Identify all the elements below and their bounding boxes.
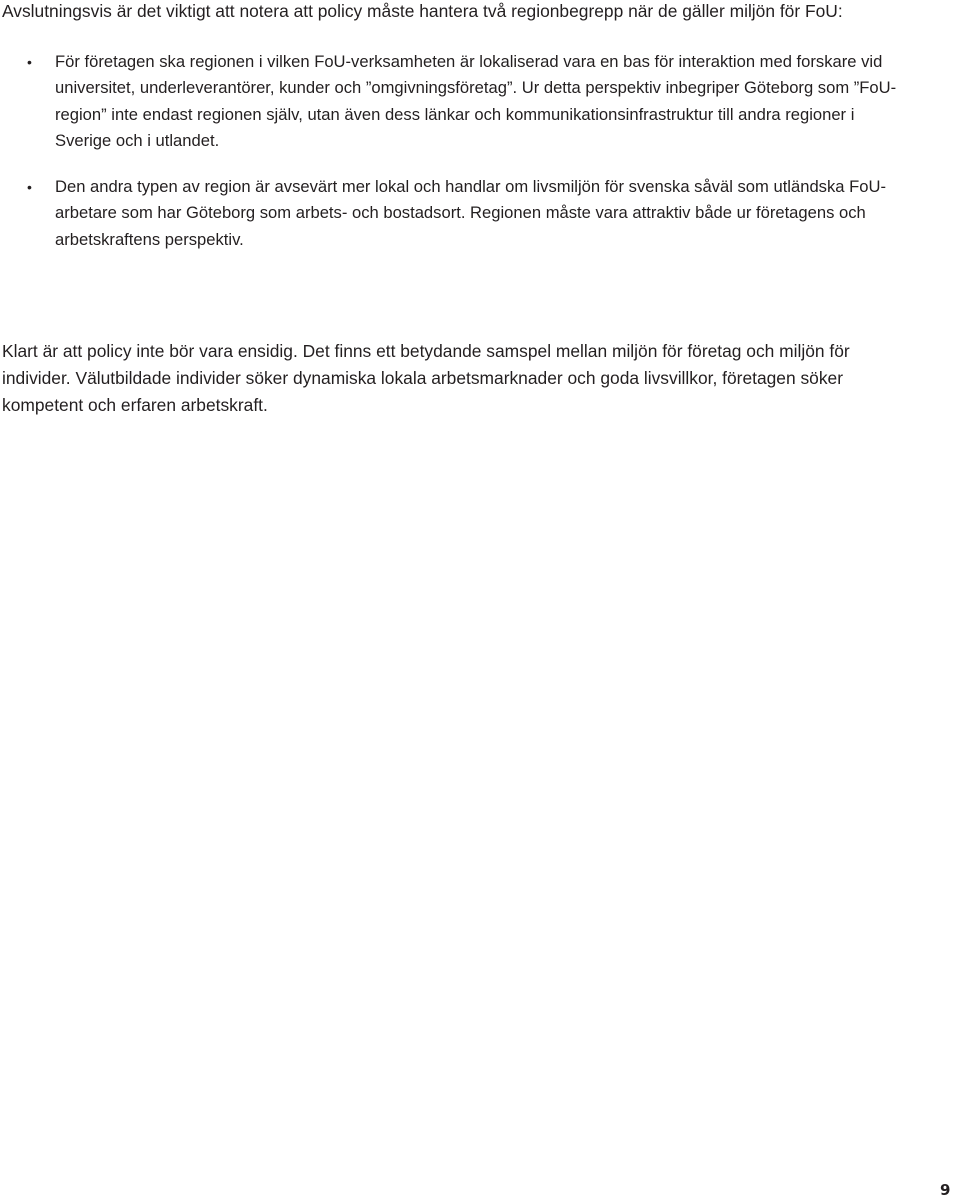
bullet-list: [0, 49, 900, 273]
page-number: 9: [940, 1181, 951, 1199]
closing-paragraph: Klart är att policy inte bör vara ensidig. Det finns ett betydande samspel mellan miljön för företag och miljön för individer. Välutbildade individer söker dynamiska lokala arbetsmarknader och goda livsvillkor, företagen söker kompetent och erfaren arbetskraft.: [2, 341, 850, 416]
list-item: [0, 174, 900, 253]
bullet-icon: •: [27, 54, 32, 70]
intro-paragraph: Avslutningsvis är det viktigt att notera att policy måste hantera två regionbegrepp när de gäller miljön för FoU:: [2, 1, 843, 21]
list-item: [0, 49, 900, 154]
bullet-text: Den andra typen av region är avsevärt mer lokal och handlar om livsmiljön för svenska såväl som utländska FoU-arbetare som har Göteborg som arbets- och bostadsort. Regionen måste vara attraktiv både ur företagens och arbetskraftens perspektiv.: [55, 177, 886, 249]
bullet-icon: •: [27, 179, 32, 196]
bullet-text: För företagen ska regionen i vilken FoU-verksamheten är lokaliserad vara en bas för interaktion med forskare vid universitet, underleverantörer, kunder och ”omgivningsföretag”. Ur detta perspektiv inbegriper Göteborg som ”FoU-region” inte endast regionen själv, utan även dess länkar och kommunikationsinfrastruktur till andra regioner i Sverige och i utlandet.: [55, 52, 897, 150]
